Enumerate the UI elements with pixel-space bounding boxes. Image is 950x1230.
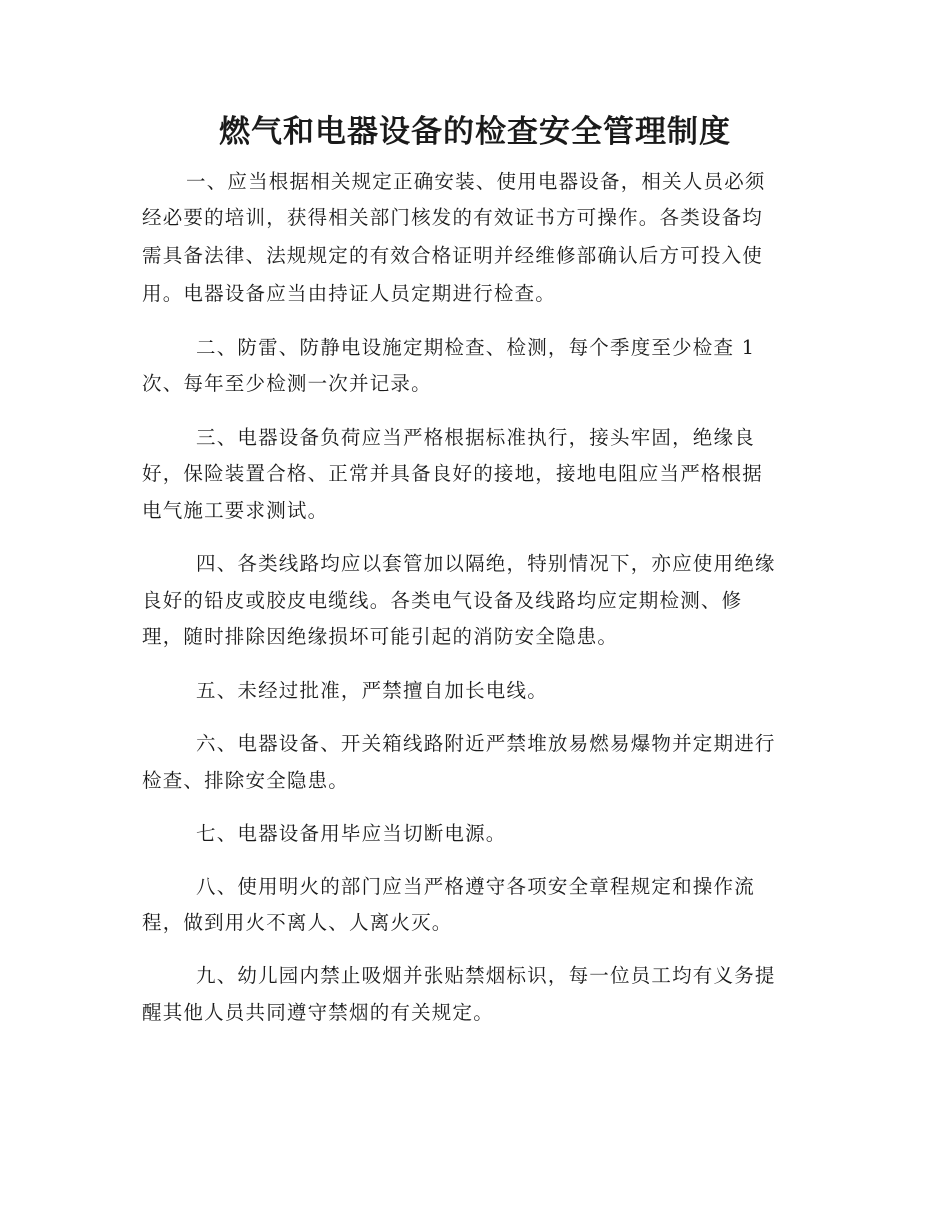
paragraph-6-line-2: 检查、排除安全隐患。	[142, 769, 350, 792]
paragraph-3-line-2: 好，保险装置合格、正常并具备良好的接地，接地电阻应当严格根据	[142, 462, 764, 485]
paragraph-2-line-2: 次、每年至少检测一次并记录。	[142, 372, 432, 395]
paragraph-7-line-1: 七、电器设备用毕应当切断电源。	[196, 822, 507, 845]
paragraph-4-line-3: 理，随时排除因绝缘损坏可能引起的消防安全隐患。	[142, 625, 619, 648]
paragraph-6-line-1: 六、电器设备、开关箱线路附近严禁堆放易燃易爆物并定期进行	[196, 732, 776, 755]
document-title: 燃气和电器设备的检查安全管理制度	[219, 114, 731, 150]
paragraph-8-line-2: 程，做到用火不离人、人离火灭。	[142, 911, 453, 934]
paragraph-4-line-2: 良好的铅皮或胶皮电缆线。各类电气设备及线路均应定期检测、修	[142, 589, 743, 612]
paragraph-8-line-1: 八、使用明火的部门应当严格遵守各项安全章程规定和操作流	[196, 875, 755, 898]
paragraph-3-line-1: 三、电器设备负荷应当严格根据标准执行，接头牢固，绝缘良	[196, 426, 755, 449]
paragraph-1-line-1: 一、应当根据相关规定正确安装、使用电器设备，相关人员必须	[186, 170, 766, 193]
paragraph-1-line-4: 用。电器设备应当由持证人员定期进行检查。	[142, 282, 557, 305]
paragraph-5-line-1: 五、未经过批准，严禁擅自加长电线。	[196, 679, 548, 702]
paragraph-9-line-2: 醒其他人员共同遵守禁烟的有关规定。	[142, 1001, 494, 1024]
paragraph-1-line-2: 经必要的培训，获得相关部门核发的有效证书方可操作。各类设备均	[142, 206, 764, 229]
paragraph-9-line-1: 九、幼儿园内禁止吸烟并张贴禁烟标识，每一位员工均有义务提	[196, 964, 776, 987]
paragraph-3-line-3: 电气施工要求测试。	[142, 499, 329, 522]
paragraph-1-line-3: 需具备法律、法规规定的有效合格证明并经维修部确认后方可投入使	[142, 244, 764, 267]
paragraph-2-line-1: 二、防雷、防静电设施定期检查、检测，每个季度至少检查 1	[196, 336, 756, 359]
paragraph-4-line-1: 四、各类线路均应以套管加以隔绝，特别情况下，亦应使用绝缘	[196, 552, 776, 575]
